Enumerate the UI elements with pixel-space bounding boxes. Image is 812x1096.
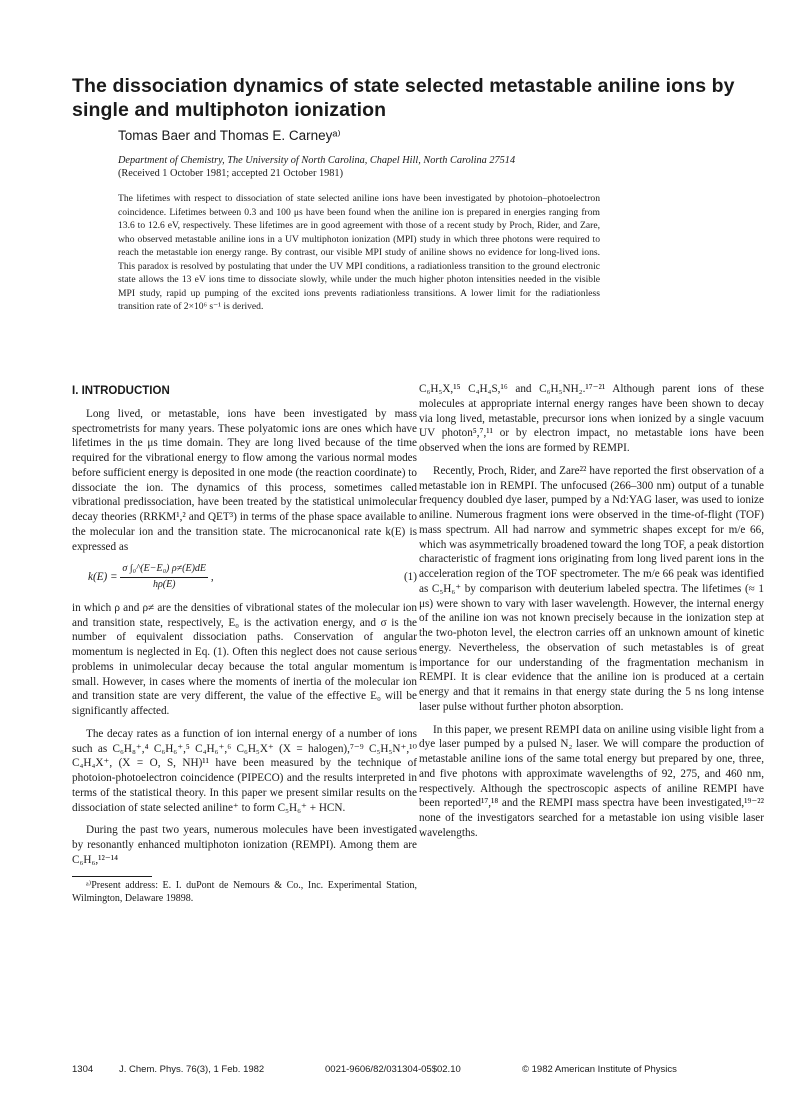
abstract: The lifetimes with respect to dissociation of state selected aniline ions have been investigated by photoion–photoelectron coincidence. Lifetimes between 0.3 and 100 μs have been found when the aniline ion is prepared in energies ranging from 13.6 to 12.6 eV, respectively. These lifetimes are in good agreement with those of a recent study by Proch, Rider, and Zare, who observed metastable aniline ions in a UV multiphoton ionization (MPI) study in which three photons were required to reach the metastable ion energy range. By contrast, our visible MPI study of aniline shows no evidence for long-lived ions. This paradox is resolved by postulating that under the UV MPI conditions, a radiationless transition to the ground electronic state allows the 13 eV ions time to dissociate slowly, while under the much higher photon intensities needed in the visible MPI study, rapid up pumping of the excited ions prevents radiationless transitions. A lower limit for the radiationless transition rate of 2×10⁶ s⁻¹ is derived. <box>118 193 600 312</box>
intro-paragraph-5: C₆H₅X,¹⁵ C₄H₄S,¹⁶ and C₆H₅NH₂.¹⁷⁻²¹ Although parent ions of these molecules at appropriate internal energy ranges have been shown to decay via long lived, metastable, precursor ions when ionized by a single vacuum UV photon⁵,⁷,¹¹ or by electron impact, no metastable ions have been observed when the ions are formed by REMPI. <box>419 383 764 454</box>
article-code: 0021-9606/82/031304-05$02.10 <box>325 1064 461 1075</box>
equation-1 <box>72 562 417 593</box>
intro-paragraph-1: Long lived, or metastable, ions have been investigated by mass spectrometrists for many years. These polyatomic ions are ones which have lifetimes in the μs time domain. They are long lived because of the time required for the vibrational energy to flow among the various normal modes before sufficient energy is deposited in one mode (the reaction coordinate) to dissociate the ion. The dynamics of this process, sometimes called vibrational predissociation, have been treated by the statistical unimolecular decay theories (RRKM¹,² and QET³) in terms of the phase space available to the molecular ion and the transition state. The microcanonical rate k(E) is expressed as <box>72 407 417 553</box>
left-column <box>72 380 417 913</box>
department: Department of Chemistry, The University of North Carolina, Chapel Hill, North Carolina 27514 <box>118 155 516 166</box>
authors: Tomas Baer and Thomas E. Carneyᵃ⁾ <box>118 128 341 143</box>
journal-citation: J. Chem. Phys. 76(3), 1 Feb. 1982 <box>119 1064 265 1075</box>
intro-paragraph-6: Recently, Proch, Rider, and Zare²² have reported the first observation of a metastable ion in REMPI. The unfocused (266–300 nm) output of a tunable frequency doubled dye laser, pumped by a Nd:YAG laser, was used to ionize aniline. Numerous fragment ions were observed in the time-of-flight (TOF) mass spectrum. All had narrow and symmetric shapes except for m/e 66, which was asymmetrically broadened toward the long TOF, a peak distortion characteristic of fragment ions originating from long lived parent ions in the acceleration region of the TOF spectrometer. The m/e 66 peak was identified as C₅H₆⁺ by comparison with deuterium labeled spectra. The lifetimes (≈ 1 μs) were shown to vary with laser wavelength. However, the internal energy of the aniline ion was not known precisely because in the ionization step at the two-photon level, the electron carries off an unknown amount of kinetic energy. Nevertheless, the observation of such metastables is of great importance for our understanding of the fragmentation mechanism in REMPI. It is clear evidence that the aniline ion is produced at a certain energy and that it remains in that energy state during the 5 ns long intense laser pulse without further photon absorption. <box>419 464 764 713</box>
equation-denominator: hρ(E) <box>152 579 176 590</box>
equation-fraction <box>120 562 208 593</box>
equation-numerator: σ ∫₀^(E−E₀) ρ≠(E)dE <box>120 562 208 578</box>
section-heading: I. INTRODUCTION <box>72 385 170 397</box>
equation-lhs: k(E) = <box>88 571 118 584</box>
intro-paragraph-7: In this paper, we present REMPI data on aniline using visible light from a dye laser pumped by a pulsed N₂ laser. We will compare the production of metastable aniline ions of the same total energy but prepared by one, three, and five photons with approximate wavelengths of 92, 275, and 460 nm, respectively. Although the spectroscopic aspects of aniline REMPI have been reported¹⁷,¹⁸ and the REMPI mass spectra have been investigated,¹⁹⁻²² none of the investigators searched for a metastable ion using visible laser wavelengths. <box>419 723 764 839</box>
paper-title: The dissociation dynamics of state selected metastable aniline ions by single and multiphoton ionization <box>72 75 735 121</box>
intro-paragraph-2: in which ρ and ρ≠ are the densities of vibrational states of the molecular ion and transition state, respectively, E₀ is the activation energy, and σ is the number of equivalent dissociation paths. Conservation of angular momentum is neglected in Eq. (1). Often this neglect does not cause serious problems in unimolecular decay because the total angular momentum is small. However, in cases where the moments of inertia of the molecular ion and transition state are very different, the value of the effective E₀ will be significantly affected. <box>72 601 417 717</box>
intro-paragraph-3: The decay rates as a function of ion internal energy of a number of ions such as C₆H₈⁺,⁴ C₆H₆⁺,⁵ C₄H₆⁺,⁶ C₆H₅X⁺ (X = halogen),⁷⁻⁹ C₅H₅N⁺,¹⁰ C₄H₄X⁺, (X = O, S, NH)¹¹ have been measured by the technique of photoion-photoelectron coincidence (PIPECO) and the results interpreted in terms of the statistical theory. In this paper we present similar results on the dissociation of state selected aniline⁺ to form C₅H₆⁺ + HCN. <box>72 727 417 814</box>
equation-expression: k(E) = $\frac{\text{σ ∫₀\textasciicircum{}(E−E₀) ρ≠(E)dE}}{h\rho(E)}$ , <box>88 562 214 593</box>
affiliation <box>118 154 738 180</box>
footnote-rule <box>72 876 152 877</box>
intro-paragraph-4: During the past two years, numerous molecules have been investigated by resonantly enhanced multiphoton ionization (REMPI). Among them are C₆H₆,¹²⁻¹⁴ <box>72 824 417 866</box>
right-column <box>419 382 764 849</box>
page-number: 1304 <box>72 1064 94 1075</box>
received-dates: (Received 1 October 1981; accepted 21 October 1981) <box>118 168 344 179</box>
footnote: ᵃ⁾Present address: E. I. duPont de Nemours & Co., Inc. Experimental Station, Wilmington, Delaware 19898. <box>72 879 417 904</box>
equation-number: (1) <box>403 571 417 584</box>
copyright: © 1982 American Institute of Physics <box>522 1064 677 1075</box>
